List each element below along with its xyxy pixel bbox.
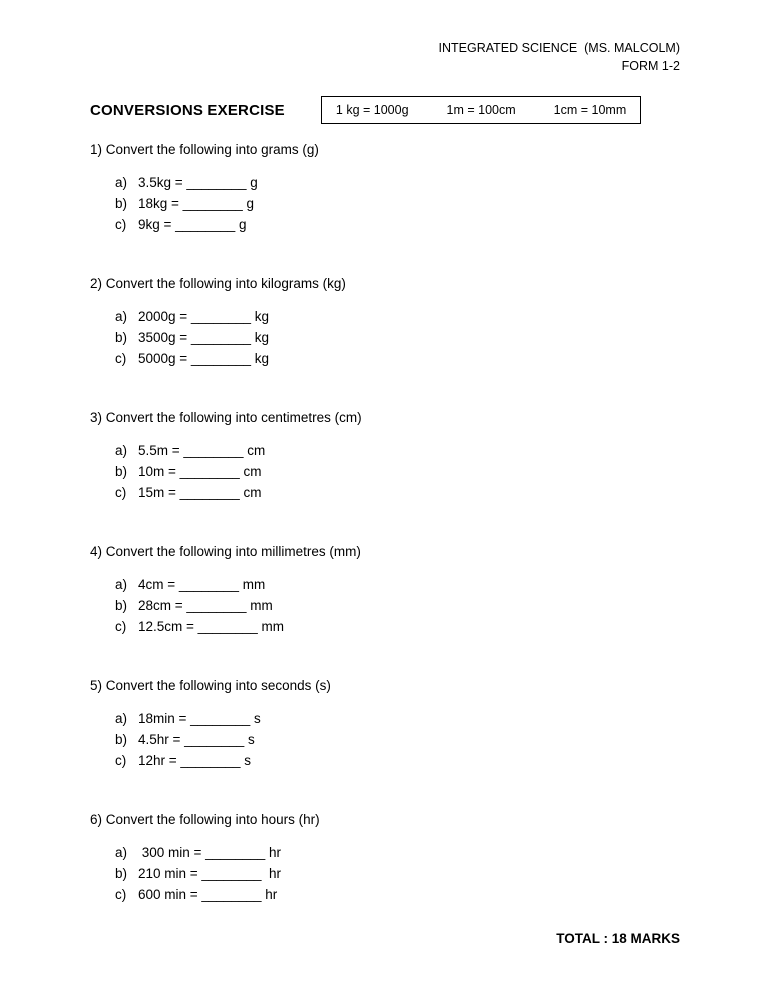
- item-letter: c): [115, 217, 127, 232]
- item-letter: a): [115, 845, 128, 860]
- section-items: [115, 574, 680, 637]
- item-letter: a): [115, 175, 128, 190]
- conversion-item: [115, 616, 680, 637]
- section-heading: 6) Convert the following into hours (hr): [90, 812, 320, 827]
- item-text: 4.5hr = ________ s: [138, 732, 255, 747]
- item-letter: b): [115, 732, 128, 747]
- reference-cm-to-mm: 1cm = 10mm: [553, 103, 627, 117]
- item-letter: b): [115, 464, 128, 479]
- conversion-item: [115, 482, 680, 503]
- section-kilograms: [90, 275, 680, 369]
- item-letter: c): [115, 485, 127, 500]
- conversion-item: [115, 750, 680, 771]
- conversion-item: [115, 172, 680, 193]
- document-header: [90, 40, 680, 75]
- item-letter: b): [115, 196, 128, 211]
- conversion-item: [115, 729, 680, 750]
- conversion-item: [115, 884, 680, 905]
- conversion-item: [115, 214, 680, 235]
- item-text: 3500g = ________ kg: [138, 330, 269, 345]
- section-heading: 4) Convert the following into millimetres (mm): [90, 544, 361, 559]
- section-hours: [90, 811, 680, 905]
- item-letter: b): [115, 866, 128, 881]
- section-grams: [90, 141, 680, 235]
- item-text: 15m = ________ cm: [138, 485, 262, 500]
- section-heading: 1) Convert the following into grams (g): [90, 142, 319, 157]
- item-letter: a): [115, 711, 128, 726]
- header-form-line: FORM 1-2: [621, 58, 680, 73]
- item-text: 3.5kg = ________ g: [138, 175, 258, 190]
- conversion-item: [115, 461, 680, 482]
- item-text: 18min = ________ s: [138, 711, 261, 726]
- item-text: 5.5m = ________ cm: [138, 443, 266, 458]
- item-text: 600 min = ________ hr: [138, 887, 278, 902]
- title-row: [90, 95, 680, 125]
- item-text: 5000g = ________ kg: [138, 351, 269, 366]
- item-text: 12.5cm = ________ mm: [138, 619, 284, 634]
- item-letter: a): [115, 443, 128, 458]
- section-items: [115, 708, 680, 771]
- item-text: 9kg = ________ g: [138, 217, 247, 232]
- item-letter: b): [115, 330, 128, 345]
- item-letter: c): [115, 619, 127, 634]
- reference-kg-to-g: 1 kg = 1000g: [335, 103, 409, 117]
- item-text: 10m = ________ cm: [138, 464, 262, 479]
- section-heading: 3) Convert the following into centimetres (cm): [90, 410, 362, 425]
- conversion-reference-box: [321, 96, 641, 124]
- conversion-item: [115, 306, 680, 327]
- conversion-item: [115, 863, 680, 884]
- item-text: 12hr = ________ s: [138, 753, 251, 768]
- item-letter: a): [115, 577, 128, 592]
- conversion-item: [115, 193, 680, 214]
- item-text: 28cm = ________ mm: [138, 598, 273, 613]
- conversion-item: [115, 440, 680, 461]
- item-text: 2000g = ________ kg: [138, 309, 269, 324]
- section-items: [115, 842, 680, 905]
- section-heading: 5) Convert the following into seconds (s): [90, 678, 331, 693]
- item-letter: c): [115, 351, 127, 366]
- worksheet-content: [90, 141, 680, 905]
- section-items: [115, 306, 680, 369]
- item-letter: c): [115, 753, 127, 768]
- section-heading: 2) Convert the following into kilograms (kg): [90, 276, 346, 291]
- item-letter: a): [115, 309, 128, 324]
- section-millimetres: [90, 543, 680, 637]
- item-letter: b): [115, 598, 128, 613]
- section-seconds: [90, 677, 680, 771]
- page-title: CONVERSIONS EXERCISE: [90, 101, 285, 119]
- item-text: 210 min = ________ hr: [138, 866, 281, 881]
- conversion-item: [115, 708, 680, 729]
- item-text: 300 min = ________ hr: [138, 845, 281, 860]
- conversion-item: [115, 595, 680, 616]
- item-text: 4cm = ________ mm: [138, 577, 266, 592]
- conversion-item: [115, 348, 680, 369]
- item-text: 18kg = ________ g: [138, 196, 254, 211]
- conversion-item: [115, 327, 680, 348]
- item-letter: c): [115, 887, 127, 902]
- reference-m-to-cm: 1m = 100cm: [446, 103, 516, 117]
- total-marks: TOTAL : 18 MARKS: [556, 931, 680, 946]
- conversion-item: [115, 574, 680, 595]
- section-items: [115, 172, 680, 235]
- section-centimetres: [90, 409, 680, 503]
- header-course-line: INTEGRATED SCIENCE (MS. MALCOLM): [438, 41, 680, 55]
- conversion-item: [115, 842, 680, 863]
- section-items: [115, 440, 680, 503]
